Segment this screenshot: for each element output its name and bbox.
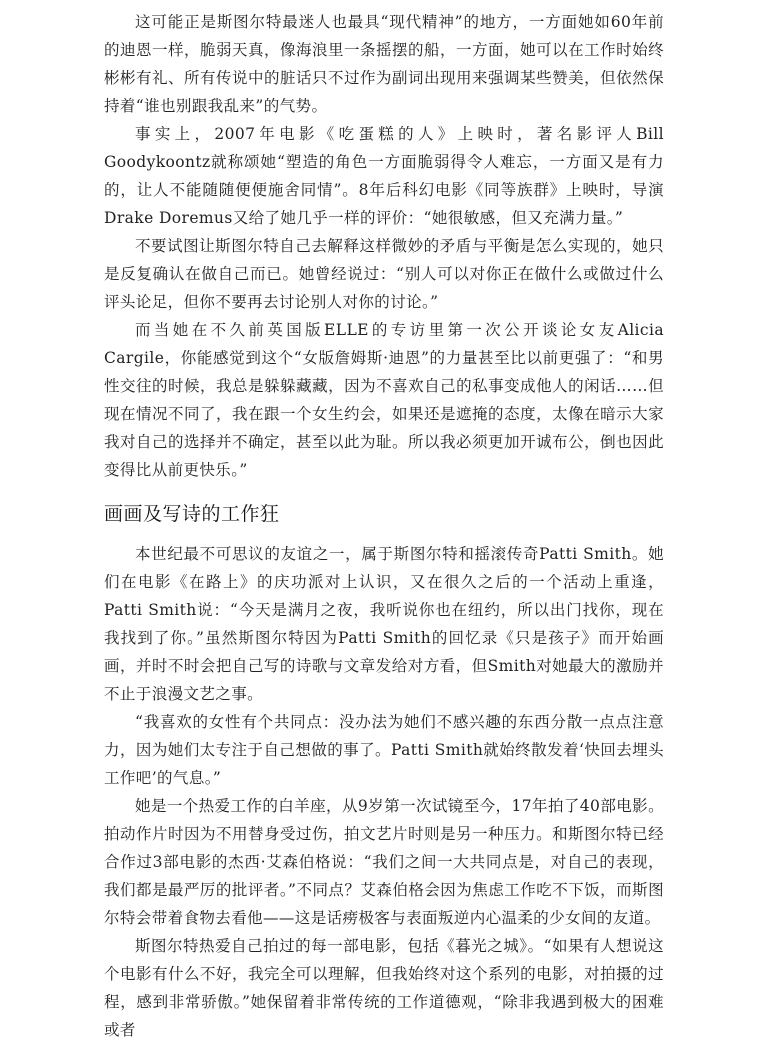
paragraph: 事实上，2007年电影《吃蛋糕的人》上映时，著名影评人Bill Goodykoontz就称颂她“塑造的角色一方面脆弱得令人难忘，一方面又是有力的，让人不能随随便便施舍同情”。8年后科幻电影《同等族群》上映时，导演Drake Doremus又给了她几乎一样的评价：“她很敏感，但又充满力量。”: [104, 125, 664, 227]
paragraph: 本世纪最不可思议的友谊之一，属于斯图尔特和摇滚传奇Patti Smith。她们在电影《在路上》的庆功派对上认识，又在很久之后的一个活动上重逢，Patti Smith说：“今天是满月之夜，我听说你也在纽约，所以出门找你，现在我找到了你。”虽然斯图尔特因为Patti Smith的回忆录《只是孩子》而开始画画，并时不时会把自己写的诗歌与文章发给对方看，但Smith对她最大的激励并不止于浪漫文艺之事。: [104, 545, 664, 703]
paragraph: 这可能正是斯图尔特最迷人也最具“现代精神”的地方，一方面她如60年前的迪恩一样，脆弱天真，像海浪里一条摇摆的船，一方面，她可以在工作时始终彬彬有礼、所有传说中的脏话只不过作为副词出现用来强调某些赞美，但依然保持着“谁也别跟我乱来”的气势。: [104, 13, 664, 115]
paragraph: 斯图尔特热爱自己拍过的每一部电影，包括《暮光之城》。“如果有人想说这个电影有什么不好，我完全可以理解，但我始终对这个系列的电影，对拍摄的过程，感到非常骄傲。”她保留着非常传统的工作道德观，“除非我遇到极大的困难或者: [104, 937, 664, 1039]
article-body: [104, 8, 664, 1044]
paragraph: 不要试图让斯图尔特自己去解释这样微妙的矛盾与平衡是怎么实现的，她只是反复确认在做自己而已。她曾经说过：“别人可以对你正在做什么或做过什么评头论足，但你不要再去讨论别人对你的讨论。”: [104, 237, 664, 311]
paragraph: 而当她在不久前英国版ELLE的专访里第一次公开谈论女友Alicia Cargile，你能感觉到这个“女版詹姆斯·迪恩”的力量甚至比以前更强了：“和男性交往的时候，我总是躲躲藏藏，因为不喜欢自己的私事变成他人的闲话……但现在情况不同了，我在跟一个女生约会，如果还是遮掩的态度，太像在暗示大家我对自己的选择并不确定，甚至以此为耻。所以我必须更加开诚布公，倒也因此变得比从前更快乐。”: [104, 321, 664, 479]
paragraph: “我喜欢的女性有个共同点：没办法为她们不感兴趣的东西分散一点点注意力，因为她们太专注于自己想做的事了。Patti Smith就始终散发着‘快回去埋头工作吧’的气息。”: [104, 713, 664, 787]
section-heading: 画画及写诗的工作狂: [104, 503, 280, 525]
paragraph: 她是一个热爱工作的白羊座，从9岁第一次试镜至今，17年拍了40部电影。拍动作片时因为不用替身受过伤，拍文艺片时则是另一种压力。和斯图尔特已经合作过3部电影的杰西·艾森伯格说：“我们之间一大共同点是，对自己的表现，我们都是最严厉的批评者。”不同点？艾森伯格会因为焦虑工作吃不下饭，而斯图尔特会带着食物去看他——这是话痨极客与表面叛逆内心温柔的少女间的友道。: [104, 797, 664, 927]
